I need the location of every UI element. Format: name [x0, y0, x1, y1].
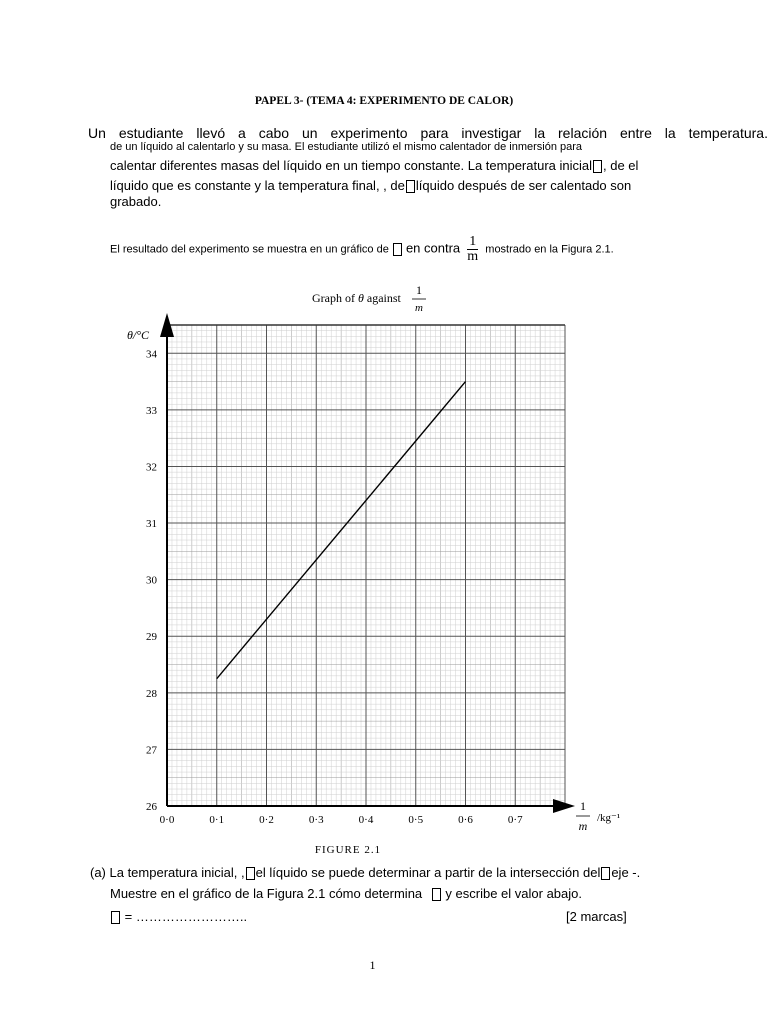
chart-labels [127, 283, 620, 856]
intro-line-3-text: calentar diferentes masas del líquido en un tiempo constante. La temperatura inicial [110, 158, 593, 173]
title-frac-num: 1 [416, 283, 422, 297]
marks-label: [2 marcas] [566, 909, 627, 924]
question-a-text-2: el líquido se puede determinar a partir de la intersección del [255, 865, 601, 880]
intro-line-1-word: Un [88, 125, 106, 141]
intro-line-1-word: investigar [461, 125, 522, 141]
x-tick-label: 0·2 [259, 814, 274, 826]
page-number: 1 [369, 958, 376, 972]
x-label-den: m [578, 819, 588, 833]
y-tick-label: 34 [146, 348, 157, 361]
title-frac-den: m [415, 302, 423, 314]
intro-line-4 [110, 178, 631, 193]
y-tick-label: 32 [146, 461, 157, 474]
intro-line-4a: líquido que es constante y la temperatura final, , de [110, 178, 405, 193]
figure-caption: FIGURE 2.1 [314, 844, 382, 856]
x-tick-label: 0·4 [358, 814, 374, 826]
x-tick-label: 0·6 [458, 814, 473, 826]
result-text-a: El resultado del experimento se muestra en un gráfico de [110, 243, 389, 256]
x-tick-label: 0·0 [159, 814, 175, 826]
intro-line-1-word: relación [558, 125, 608, 141]
missing-symbol-box [406, 180, 415, 193]
y-tick-label: 26 [146, 801, 157, 813]
x-tick-label: 0·5 [408, 814, 424, 826]
figure-2-1-graph [90, 275, 650, 860]
x-axis-arrowhead [553, 799, 575, 813]
intro-line-1-word: la [664, 125, 676, 141]
fraction-denominator: m [467, 249, 479, 264]
intro-line-1-word: la [534, 125, 546, 141]
y-tick-label: 33 [146, 404, 157, 417]
chart-title: Graph of θ against [312, 291, 401, 305]
result-text-b: en contra [405, 240, 461, 256]
missing-symbol-box [393, 243, 402, 256]
answer-dots: = …………………….. [124, 909, 248, 924]
intro-line-3-end: , de el [603, 158, 639, 173]
intro-line-1 [88, 125, 768, 141]
intro-line-1-word: cabo [258, 125, 290, 141]
y-tick-label: 27 [146, 744, 157, 757]
x-label-num: 1 [580, 799, 586, 813]
question-b-text-2: y escribe el valor abajo. [445, 886, 582, 901]
intro-line-1-word: temperatura. [688, 125, 768, 141]
tick-labels [146, 348, 523, 826]
answer-line[interactable] [110, 909, 247, 924]
y-tick-label: 30 [146, 574, 157, 587]
intro-line-3 [110, 158, 638, 173]
y-tick-label: 31 [146, 518, 157, 531]
result-text [110, 235, 614, 264]
question-a-text-3: eje -. [611, 865, 641, 880]
x-tick-label: 0·7 [507, 814, 523, 826]
x-tick-label: 0·3 [308, 814, 324, 826]
missing-symbol-box [246, 867, 255, 880]
missing-symbol-box [593, 160, 602, 173]
y-axis-label: θ/°C [126, 328, 149, 342]
intro-line-1-word: llevó [196, 125, 226, 141]
fraction-1-over-m [467, 235, 478, 264]
x-label-unit: /kg⁻¹ [597, 812, 621, 824]
missing-symbol-box [601, 867, 610, 880]
intro-line-1-word: estudiante [118, 125, 184, 141]
intro-line-4b: líquido después de ser calentado son [415, 178, 632, 193]
intro-line-1-word: a [238, 125, 246, 141]
page-title: PAPEL 3- (TEMA 4: EXPERIMENTO DE CALOR) [254, 95, 514, 107]
result-text-c: mostrado en la Figura 2.1. [485, 243, 614, 256]
intro-line-1-word: experimento [330, 125, 408, 141]
intro-line-1-word: entre [619, 125, 652, 141]
x-tick-label: 0·1 [209, 814, 225, 826]
question-a [90, 865, 640, 880]
missing-symbol-box [111, 911, 120, 924]
missing-symbol-box [432, 888, 441, 901]
question-b-text: Muestre en el gráfico de la Figura 2.1 cómo determina [110, 886, 423, 901]
y-tick-label: 28 [146, 687, 157, 700]
intro-line-1-word: un [302, 125, 318, 141]
intro-line-2: de un líquido al calentarlo y su masa. El estudiante utilizó el mismo calentador de inmersión para [110, 141, 583, 153]
question-b [110, 886, 582, 901]
intro-line-5: grabado. [110, 194, 162, 209]
y-tick-label: 29 [146, 631, 157, 644]
intro-line-1-word: para [420, 125, 449, 141]
fraction-numerator: 1 [469, 234, 477, 249]
question-a-text: (a) La temperatura inicial, , [90, 865, 245, 880]
